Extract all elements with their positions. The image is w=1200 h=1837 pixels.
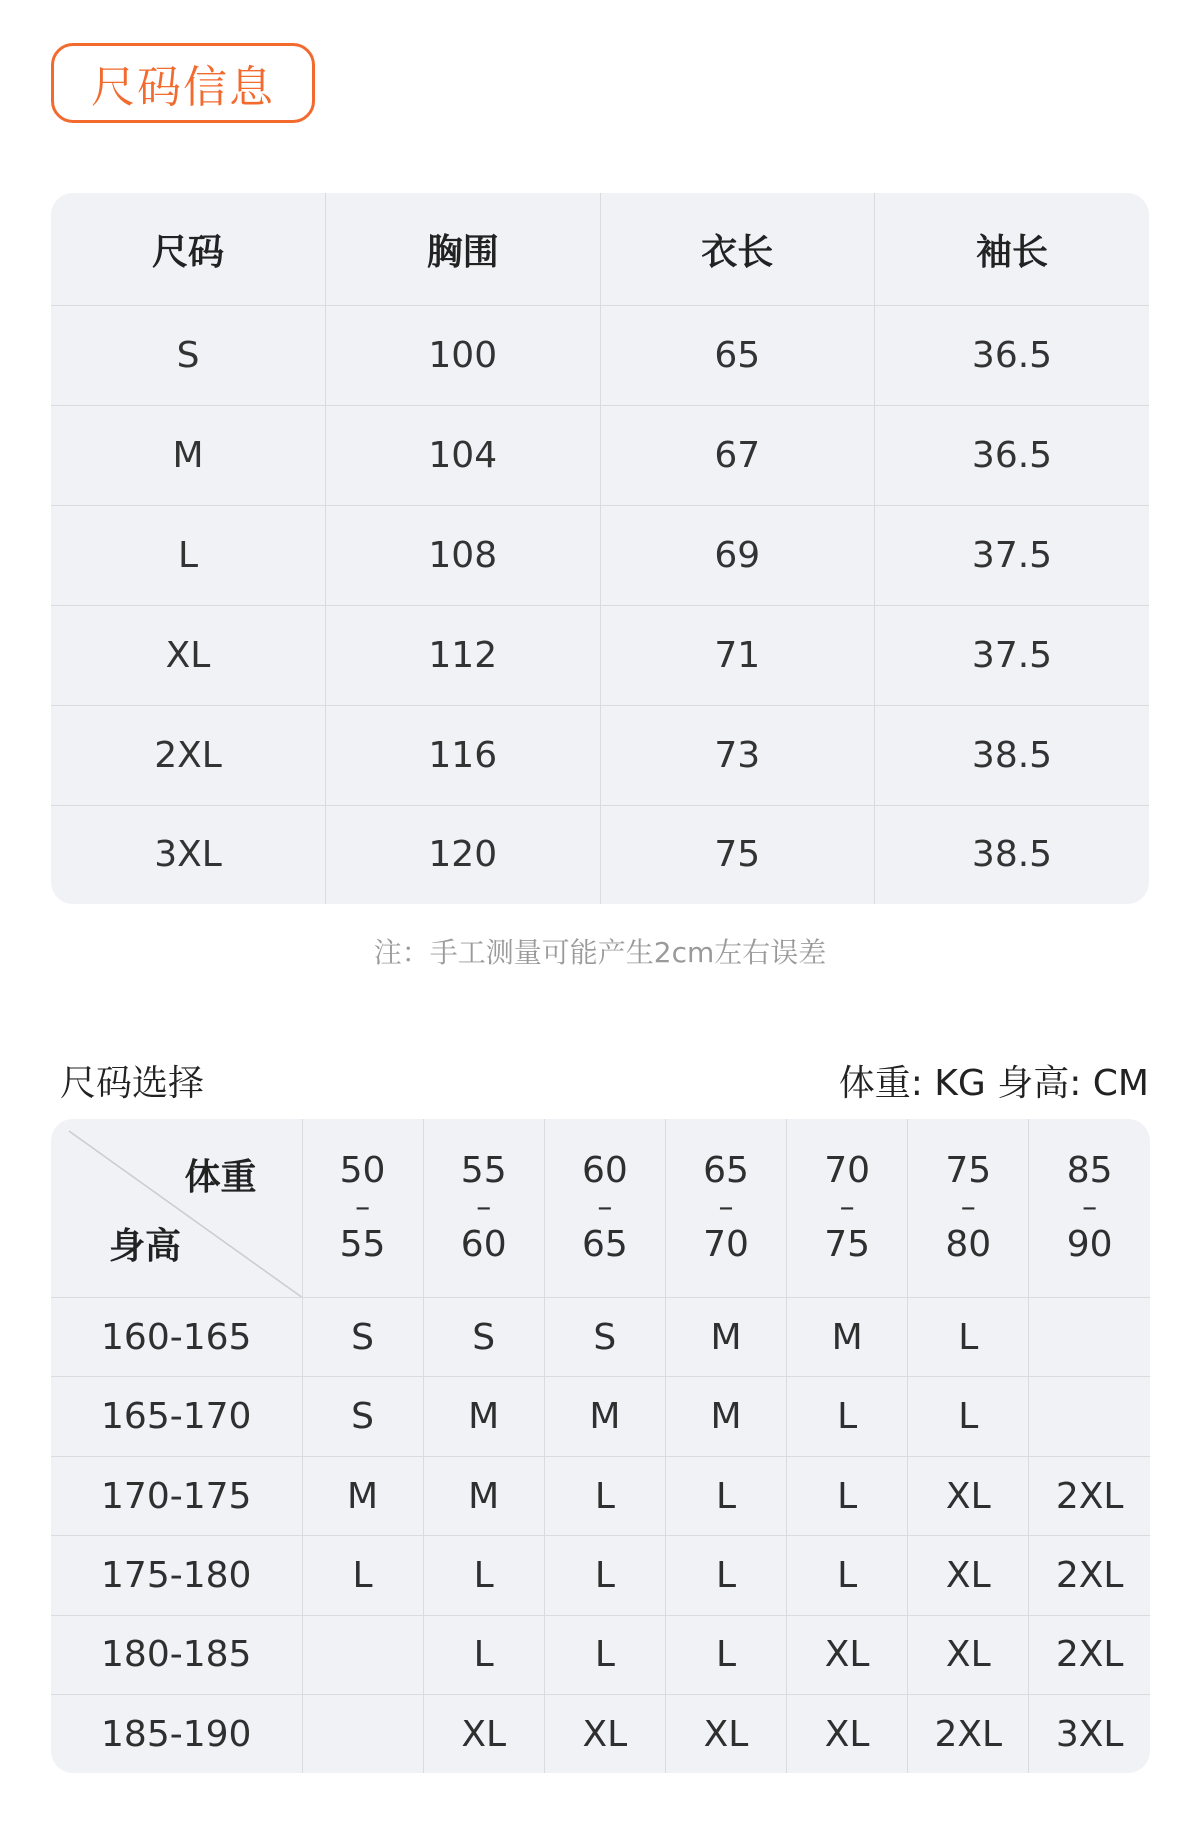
weight-from: 70: [824, 1150, 871, 1191]
cell-chest: 120: [326, 805, 601, 904]
size-selection-card: [51, 1119, 1150, 1773]
table-row: [51, 1695, 1150, 1773]
cell-size: 3XL: [51, 805, 326, 904]
cell-chest: 100: [326, 306, 601, 406]
size-cell: 3XL: [1029, 1695, 1150, 1773]
size-cell: M: [423, 1456, 544, 1535]
size-cell: L: [787, 1377, 908, 1456]
size-cell: [302, 1615, 423, 1694]
cell-chest: 104: [326, 405, 601, 505]
height-range: 185-190: [51, 1695, 302, 1773]
size-cell: L: [423, 1615, 544, 1694]
weight-header: [423, 1119, 544, 1298]
cell-sleeve: 37.5: [875, 505, 1150, 605]
size-cell: XL: [908, 1456, 1029, 1535]
size-cell: XL: [787, 1695, 908, 1773]
size-chart-table: [51, 193, 1149, 904]
size-cell: [1029, 1377, 1150, 1456]
table-row: [51, 805, 1149, 904]
size-chart-card: [51, 193, 1149, 904]
table-row: [51, 605, 1149, 705]
size-cell: L: [665, 1615, 786, 1694]
table-row: [51, 1456, 1150, 1535]
size-cell: L: [665, 1536, 786, 1615]
size-cell: L: [908, 1298, 1029, 1377]
units-label: 体重: KG 身高: CM: [838, 1063, 1149, 1104]
table-row: [51, 1615, 1150, 1694]
weight-to: 70: [703, 1224, 749, 1265]
table-row: [51, 1536, 1150, 1615]
size-cell: L: [544, 1456, 665, 1535]
size-cell: L: [665, 1456, 786, 1535]
weight-sep: –: [960, 1190, 976, 1225]
weight-to: 90: [1066, 1224, 1113, 1265]
cell-size: M: [51, 405, 326, 505]
cell-size: 2XL: [51, 705, 326, 805]
weight-to: 60: [460, 1224, 507, 1265]
size-chart-header-row: [51, 193, 1149, 306]
cell-sleeve: 38.5: [875, 805, 1150, 904]
size-cell: XL: [544, 1695, 665, 1773]
weight-from: 55: [460, 1150, 507, 1191]
weight-sep: –: [597, 1190, 613, 1225]
diagonal-divider: [51, 1119, 302, 1297]
size-cell: S: [544, 1298, 665, 1377]
weight-header: [1029, 1119, 1150, 1298]
header-sleeve: 袖长: [875, 193, 1150, 306]
size-info-title: 尺码信息: [91, 62, 275, 113]
table-row: [51, 405, 1149, 505]
weight-from: 85: [1066, 1150, 1113, 1191]
cell-length: 67: [600, 405, 875, 505]
weight-header: [908, 1119, 1029, 1298]
corner-weight-label: 体重: [184, 1157, 257, 1198]
weight-header: [302, 1119, 423, 1298]
header-size: 尺码: [151, 231, 224, 273]
weight-to: 75: [824, 1224, 871, 1265]
cell-length: 69: [600, 505, 875, 605]
size-cell: 2XL: [1029, 1615, 1150, 1694]
table-row: [51, 1298, 1150, 1377]
cell-sleeve: 36.5: [875, 405, 1150, 505]
weight-sep: –: [476, 1190, 492, 1225]
table-row: [51, 1377, 1150, 1456]
size-cell: L: [544, 1615, 665, 1694]
height-range: 175-180: [51, 1536, 302, 1615]
weight-sep: –: [718, 1190, 734, 1225]
height-range: 160-165: [51, 1298, 302, 1377]
size-cell: L: [787, 1536, 908, 1615]
cell-sleeve: 36.5: [875, 306, 1150, 406]
size-cell: M: [665, 1377, 786, 1456]
corner-header-cell: [51, 1119, 302, 1298]
size-selection-title: 尺码选择: [60, 1063, 205, 1104]
size-cell: [302, 1695, 423, 1773]
cell-size: XL: [51, 605, 326, 705]
weight-from: 60: [581, 1150, 628, 1191]
size-cell: M: [544, 1377, 665, 1456]
table-row: [51, 306, 1149, 406]
size-cell: 2XL: [908, 1695, 1029, 1773]
size-cell: XL: [787, 1615, 908, 1694]
size-cell: L: [302, 1536, 423, 1615]
cell-chest: 108: [326, 505, 601, 605]
size-cell: S: [302, 1377, 423, 1456]
size-cell: M: [665, 1298, 786, 1377]
cell-length: 75: [600, 805, 875, 904]
weight-sep: –: [1082, 1190, 1098, 1225]
cell-length: 73: [600, 705, 875, 805]
weight-sep: –: [839, 1190, 855, 1225]
height-range: 165-170: [51, 1377, 302, 1456]
size-cell: M: [423, 1377, 544, 1456]
size-selection-table: [51, 1119, 1150, 1773]
size-cell: 2XL: [1029, 1456, 1150, 1535]
size-cell: M: [787, 1298, 908, 1377]
weight-header: [665, 1119, 786, 1298]
height-range: 180-185: [51, 1615, 302, 1694]
size-cell: 2XL: [1029, 1536, 1150, 1615]
weight-to: 65: [581, 1224, 628, 1265]
header-length: 衣长: [600, 193, 875, 306]
weight-header-row: [51, 1119, 1150, 1298]
cell-size: L: [51, 505, 326, 605]
size-cell: L: [787, 1456, 908, 1535]
cell-size: S: [51, 306, 326, 406]
table-row: [51, 705, 1149, 805]
size-cell: [1029, 1298, 1150, 1377]
weight-to: 80: [945, 1224, 992, 1265]
size-info-badge: [51, 43, 315, 123]
cell-length: 65: [600, 306, 875, 406]
size-cell: L: [908, 1377, 1029, 1456]
size-cell: XL: [423, 1695, 544, 1773]
size-cell: M: [302, 1456, 423, 1535]
size-cell: S: [302, 1298, 423, 1377]
cell-chest: 116: [326, 705, 601, 805]
weight-header: [544, 1119, 665, 1298]
weight-to: 55: [339, 1224, 386, 1265]
size-cell: XL: [908, 1615, 1029, 1694]
height-range: 170-175: [51, 1456, 302, 1535]
cell-length: 71: [600, 605, 875, 705]
size-cell: L: [544, 1536, 665, 1615]
cell-chest: 112: [326, 605, 601, 705]
cell-sleeve: 37.5: [875, 605, 1150, 705]
weight-sep: –: [355, 1190, 371, 1225]
size-cell: L: [423, 1536, 544, 1615]
cell-sleeve: 38.5: [875, 705, 1150, 805]
measurement-note: 注：手工测量可能产生2cm左右误差: [373, 936, 827, 969]
weight-from: 50: [339, 1150, 386, 1191]
size-cell: XL: [908, 1536, 1029, 1615]
size-cell: S: [423, 1298, 544, 1377]
weight-from: 65: [703, 1150, 749, 1191]
header-chest: 胸围: [326, 193, 601, 306]
weight-from: 75: [945, 1150, 992, 1191]
corner-height-label: 身高: [109, 1226, 182, 1267]
table-row: [51, 505, 1149, 605]
size-cell: XL: [665, 1695, 786, 1773]
weight-header: [787, 1119, 908, 1298]
